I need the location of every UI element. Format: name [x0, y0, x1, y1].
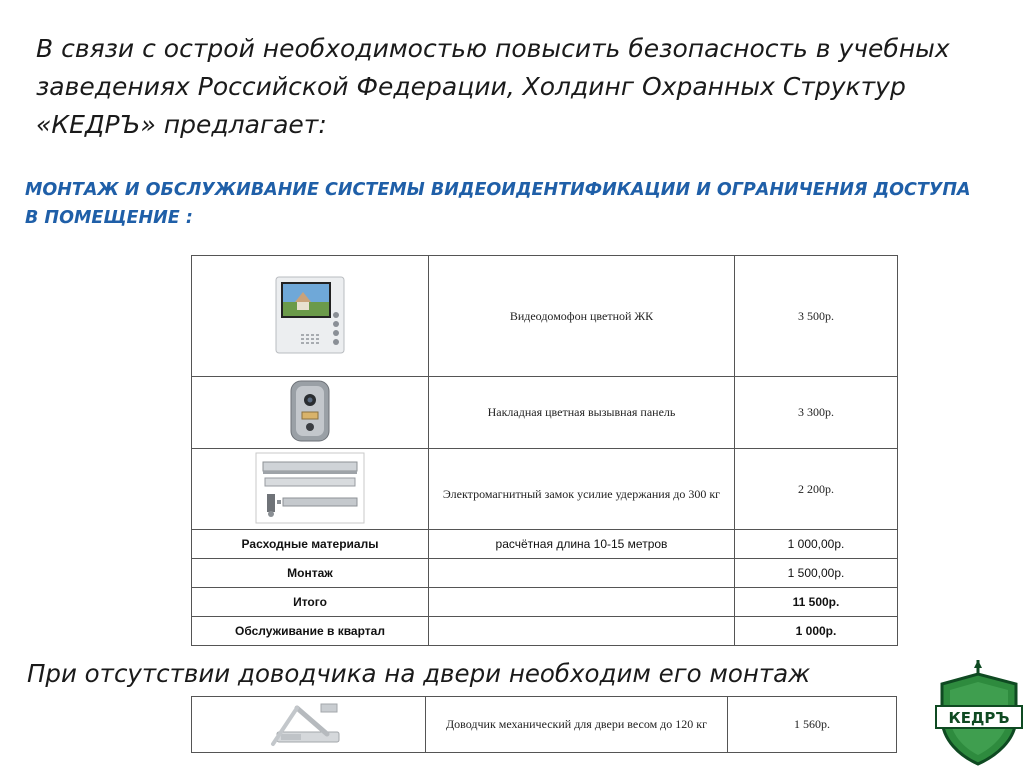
row-label: Обслуживание в квартал: [192, 617, 429, 646]
product-description: Электромагнитный замок усилие удержания до 300 кг: [429, 449, 735, 530]
product-price: 1 560р.: [728, 697, 897, 753]
service-price: 1 000р.: [735, 617, 898, 646]
product-description: Видеодомофон цветной ЖК: [429, 256, 735, 377]
company-logo: [934, 660, 1024, 768]
magnetic-lock-icon: [255, 452, 365, 524]
row-label: Расходные материалы: [192, 530, 429, 559]
table-row: [192, 559, 898, 588]
table-row: [192, 697, 897, 753]
product-image-cell: [192, 256, 429, 377]
call-panel-icon: [290, 380, 330, 442]
row-label: Итого: [192, 588, 429, 617]
product-description: Накладная цветная вызывная панель: [429, 377, 735, 449]
product-image-cell: [192, 697, 426, 753]
price-table: [191, 255, 898, 646]
table-row: [192, 530, 898, 559]
table-row: [192, 256, 898, 377]
row-description: [429, 559, 735, 588]
table-row: [192, 588, 898, 617]
shield-logo-icon: [934, 660, 1024, 768]
table-row: [192, 377, 898, 449]
closer-note: При отсутствии доводчика на двери необходим его монтаж: [27, 659, 811, 688]
closer-table: [191, 696, 897, 753]
row-label: Монтаж: [192, 559, 429, 588]
product-price: 3 300р.: [735, 377, 898, 449]
row-description: [429, 588, 735, 617]
total-price: 11 500р.: [735, 588, 898, 617]
row-price: 1 500,00р.: [735, 559, 898, 588]
table-row: [192, 617, 898, 646]
row-description: [429, 617, 735, 646]
product-price: 2 200р.: [735, 449, 898, 530]
product-image-cell: [192, 449, 429, 530]
section-heading: МОНТАЖ И ОБСЛУЖИВАНИЕ СИСТЕМЫ ВИДЕОИДЕНТИФИКАЦИИ И ОГРАНИЧЕНИЯ ДОСТУПА В ПОМЕЩЕНИЕ :: [25, 180, 971, 228]
product-image-cell: [192, 377, 429, 449]
intro-text: В связи с острой необходимостью повысить безопасность в учебных заведениях Российской Федерации, Холдинг Охранных Структур «КЕДРЪ» предлагает:: [36, 34, 950, 139]
row-description: расчётная длина 10-15 метров: [429, 530, 735, 559]
product-price: 3 500р.: [735, 256, 898, 377]
door-closer-icon: [269, 698, 349, 748]
row-price: 1 000,00р.: [735, 530, 898, 559]
svg-text:КЕДРЪ: КЕДРЪ: [948, 709, 1010, 727]
table-row: [192, 449, 898, 530]
video-intercom-icon: [275, 276, 345, 354]
product-description: Доводчик механический для двери весом до 120 кг: [426, 697, 728, 753]
